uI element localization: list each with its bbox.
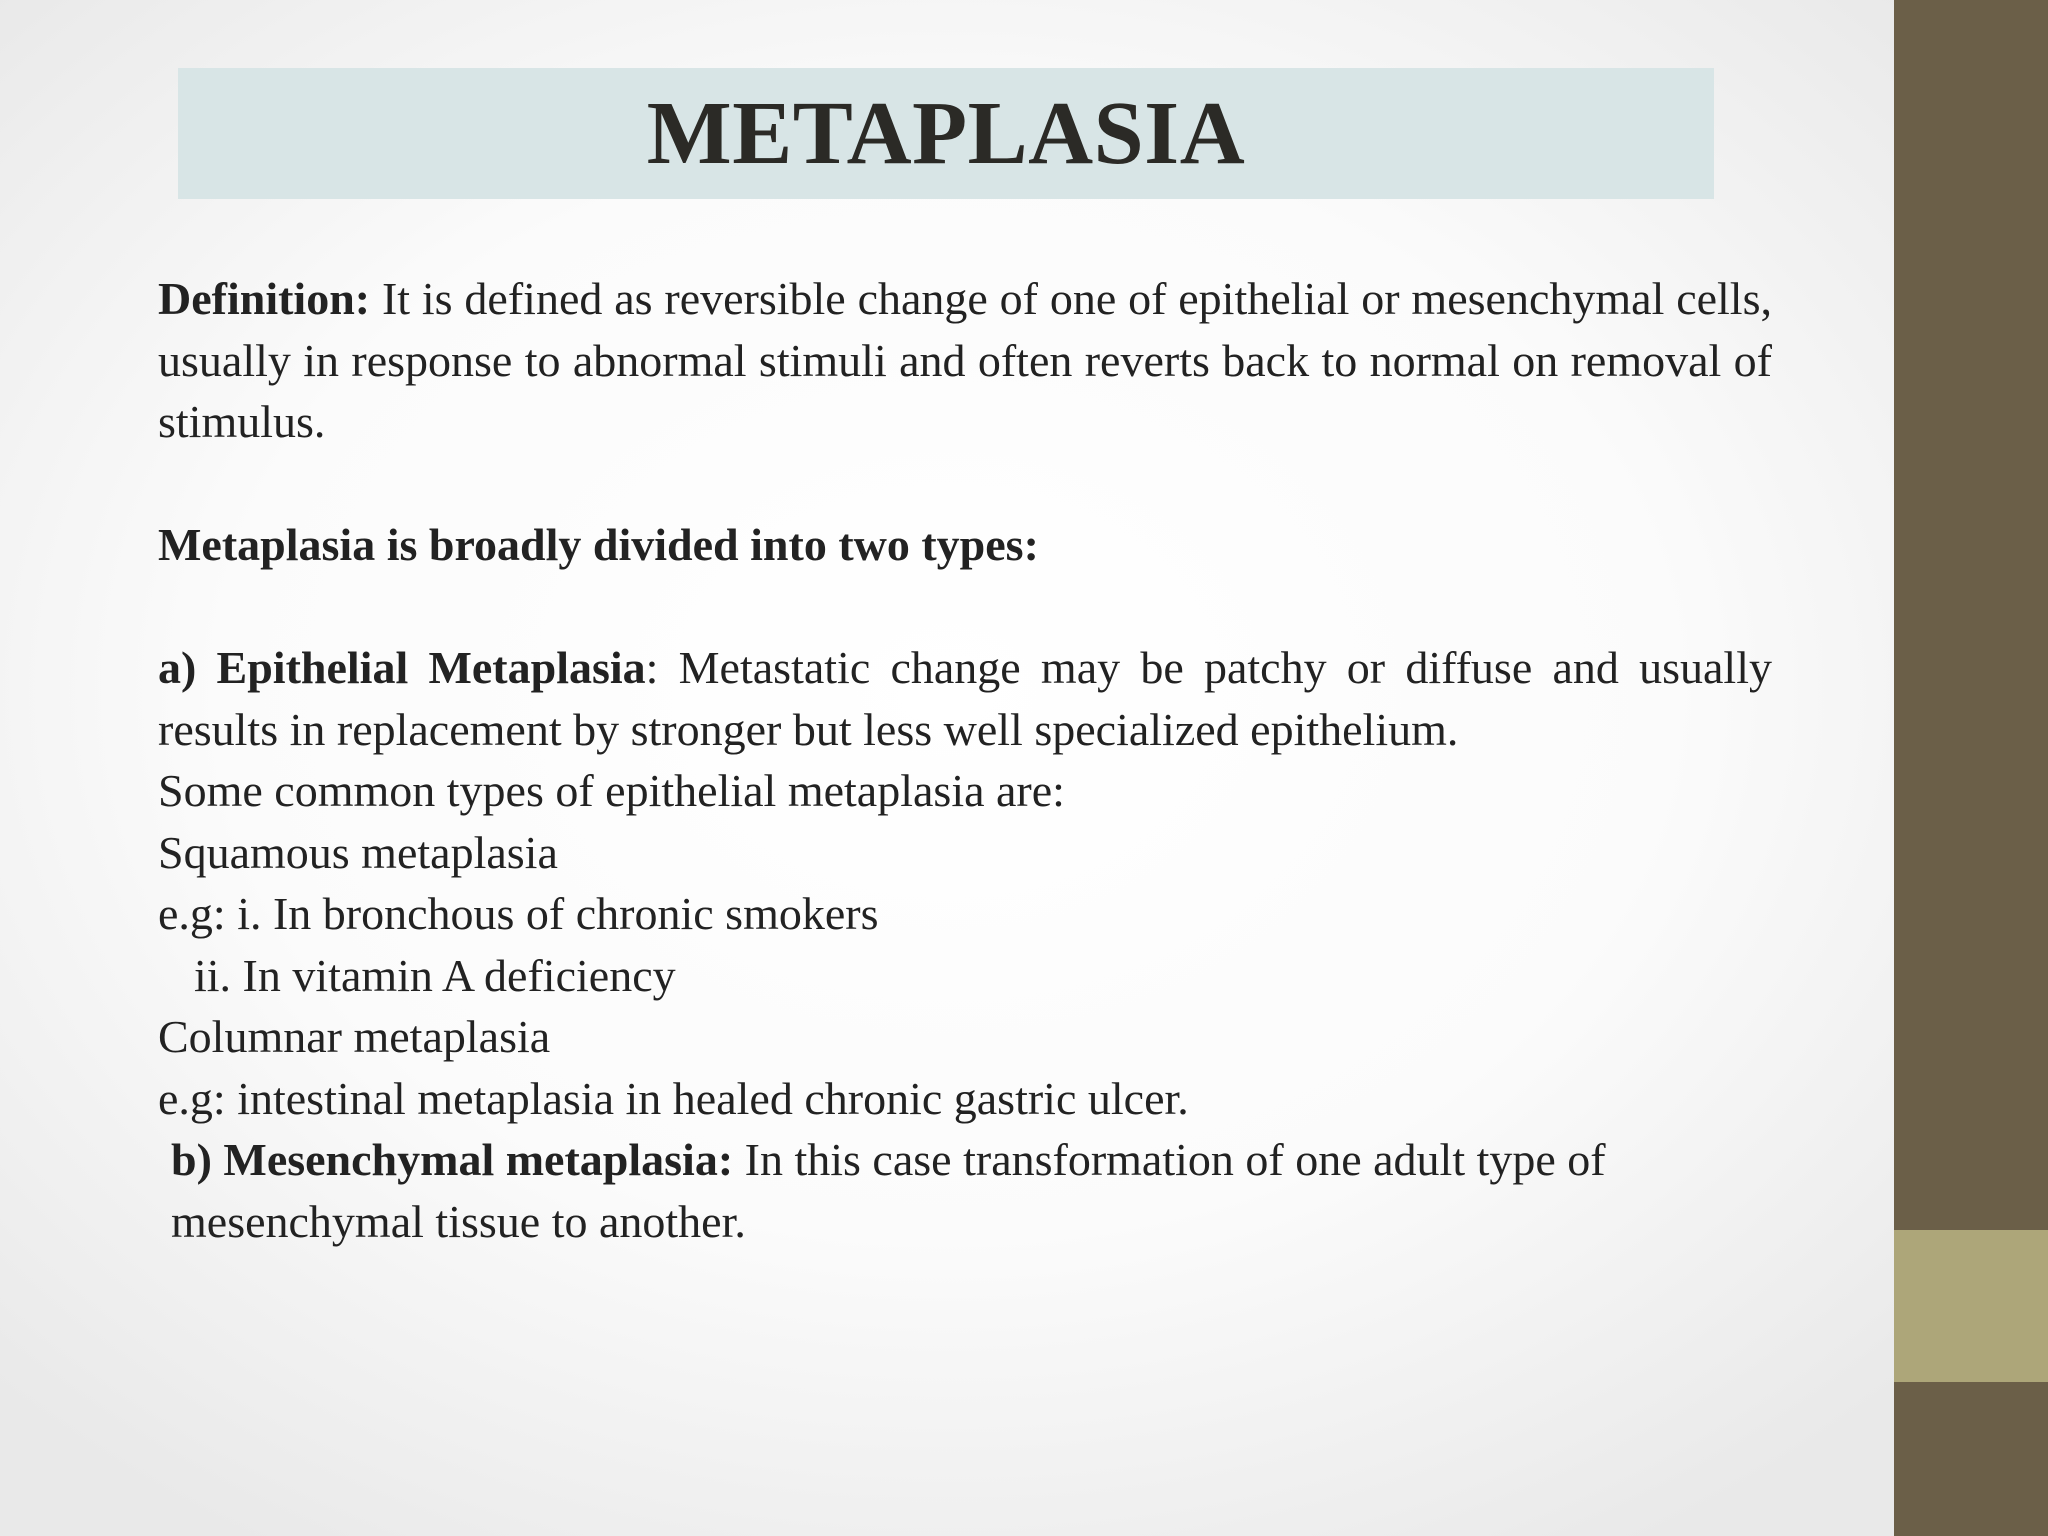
definition-paragraph (158, 268, 1772, 453)
mesenchymal-label: b) Mesenchymal metaplasia: (171, 1134, 734, 1185)
title-band (178, 68, 1714, 199)
squamous-example-1: e.g: i. In bronchous of chronic smokers (158, 888, 879, 939)
mesenchymal-paragraph (158, 1129, 1772, 1252)
mesenchymal-text: In this case transformation of one adult type of mesenchymal tissue to another. (171, 1134, 1606, 1247)
common-types-intro: Some common types of epithelial metaplasia are: (158, 765, 1065, 816)
epithelial-paragraph (158, 637, 1772, 760)
types-heading: Metaplasia is broadly divided into two types: (158, 519, 1039, 570)
definition-label: Definition: (158, 273, 371, 324)
spacer (158, 576, 1772, 638)
definition-text: It is defined as reversible change of one of epithelial or mesenchymal cells, usually in response to abnormal stimuli and often reverts back to normal on removal of stimulus. (158, 273, 1772, 447)
columnar-heading: Columnar metaplasia (158, 1011, 551, 1062)
slide-body (158, 268, 1772, 1252)
epithelial-label: a) Epithelial Metaplasia (158, 642, 646, 693)
squamous-heading: Squamous metaplasia (158, 826, 558, 878)
epithelial-text: : Metastatic change may be patchy or diffuse and usually results in replacement by stronger but less well specialized epithelium. (158, 642, 1772, 755)
spacer (158, 453, 1772, 515)
columnar-example: e.g: intestinal metaplasia in healed chronic gastric ulcer. (158, 1072, 1189, 1124)
slide-title: METAPLASIA (646, 83, 1246, 183)
side-decor-accent (1894, 1230, 2048, 1382)
squamous-example-2: ii. In vitamin A deficiency (194, 949, 676, 1001)
